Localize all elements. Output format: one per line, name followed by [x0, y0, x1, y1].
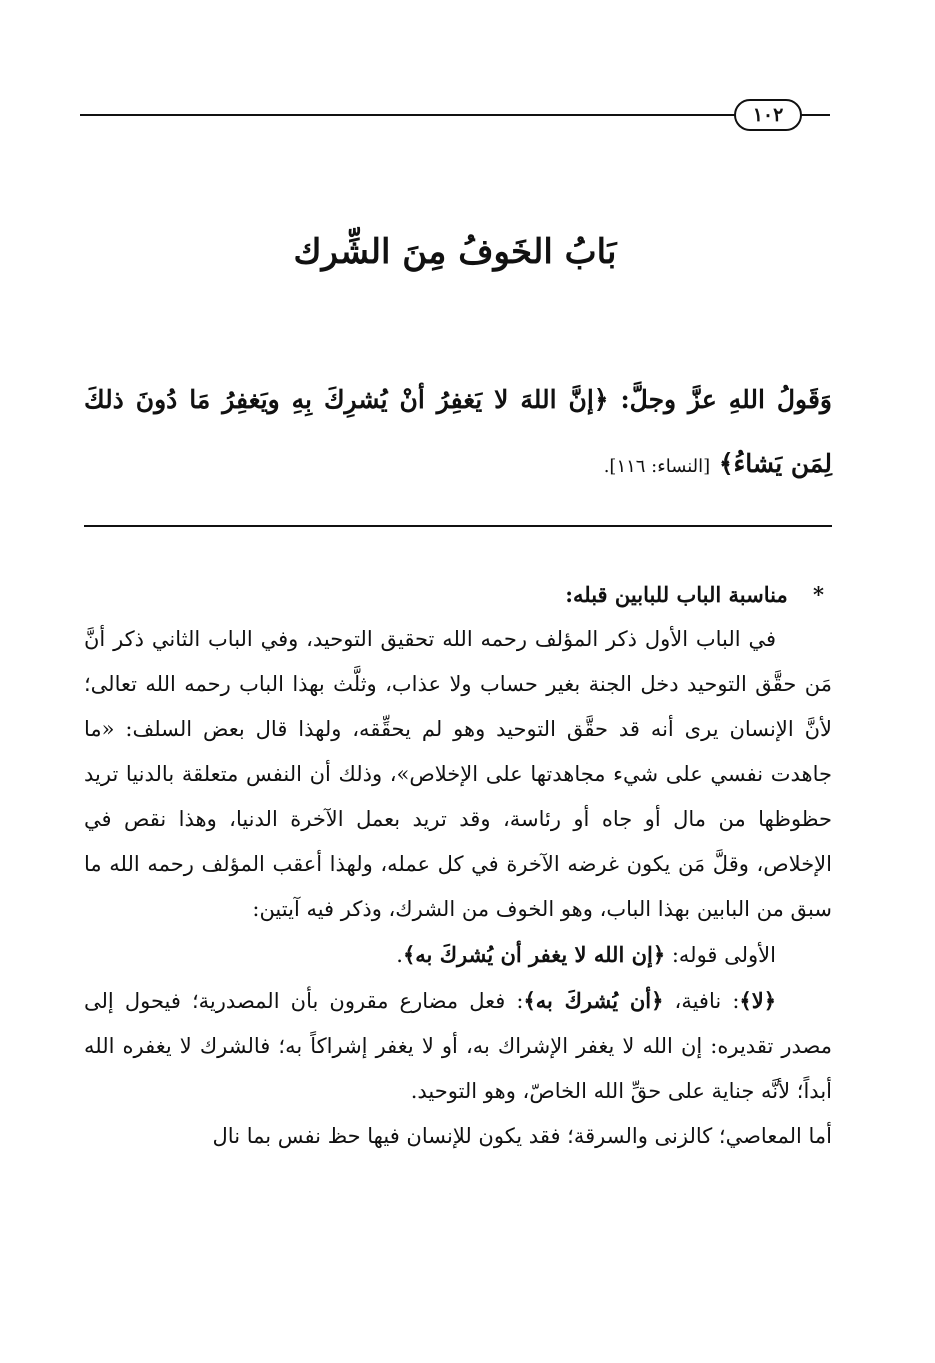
paragraph-2 — [84, 932, 832, 978]
paragraph-3-text-1: : نافية، — [674, 989, 740, 1013]
paragraph-2-lead: الأولى قوله: — [671, 943, 776, 967]
star-marker: * — [813, 582, 824, 607]
paragraph-3-quote-1: ﴿لا﴾ — [739, 988, 776, 1013]
paragraph-3-text-2: : فعل مضارع مقرون بأن المصدرية؛ فيحول إلى مصدر تقديره: إن الله لا يغفر الإشراك به، أو لا يغفر إشراكاً به؛ فالشرك لا يغفره الله أبداً؛ لأنَّه جناية على حقِّ الله الخاصّ، وهو التوحيد. — [84, 989, 832, 1103]
header-rule — [80, 114, 830, 116]
paragraph-3 — [84, 978, 832, 1114]
paragraph-1: في الباب الأول ذكر المؤلف رحمه الله تحقيق التوحيد، وفي الباب الثاني ذكر أنَّ مَن حقَّق التوحيد دخل الجنة بغير حساب ولا عذاب، وثلَّث بهذا الباب رحمه الله تعالى؛ لأنَّ الإنسان يرى أنه قد حقَّق التوحيد وهو لم يحقِّقه، ولهذا قال بعض السلف: «ما جاهدت نفسي على شيء مجاهدتها على الإخلاص»، وذلك أن النفس متعلقة بالدنيا تريد حظوظها من مال أو جاه أو رئاسة، وقد تريد بعمل الآخرة الدنيا، وهذا نقص في الإخلاص، وقلَّ مَن يكون غرضه الآخرة في كل عمله، ولهذا أعقب المؤلف رحمه الله ما سبق من البابين بهذا الباب، وهو الخوف من الشرك، وذكر فيه آيتين: — [84, 627, 832, 921]
paragraph-3-quote-2: ﴿أن يُشركَ به﴾ — [523, 988, 664, 1013]
section-heading-line — [84, 572, 832, 617]
paragraph-2-end: . — [396, 943, 403, 967]
quran-verse: ﴿إنَّ اللهَ لا يَغفِرُ أنْ يُشرِكَ بِهِ ويَغفِرُ مَا دُونَ ذلكَ لِمَن يَشاءُ﴾ — [84, 385, 832, 478]
paragraph-4: أما المعاصي؛ كالزنى والسرقة؛ فقد يكون للإنسان فيها حظ نفس بما نال — [212, 1124, 832, 1148]
page-number: ١٠٢ — [734, 99, 802, 131]
paragraph-2-quote: ﴿إن الله لا يغفر أن يُشركَ به﴾ — [402, 942, 666, 967]
section-heading: مناسبة الباب للبابين قبله: — [565, 582, 788, 607]
chapter-title: بَابُ الخَوفُ مِنَ الشِّرك — [293, 232, 617, 272]
intro-verse-block — [84, 368, 832, 499]
section-divider — [84, 525, 832, 527]
verse-citation: [النساء: ١١٦]. — [603, 456, 711, 477]
intro-lead: وَقَولُ اللهِ عزَّ وجلَّ: — [620, 385, 832, 414]
commentary-text — [84, 572, 832, 1159]
